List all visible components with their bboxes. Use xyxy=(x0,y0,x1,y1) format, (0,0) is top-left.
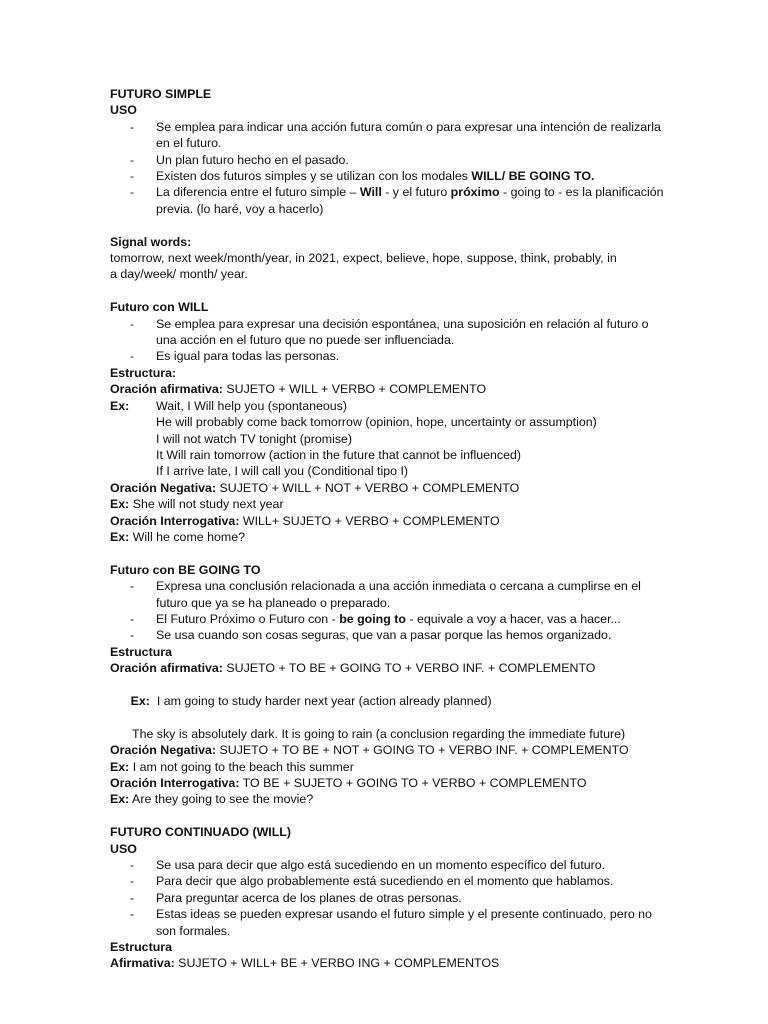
formula-label: Oración Interrogativa: xyxy=(110,776,240,791)
example-text: Will he come home? xyxy=(129,529,245,544)
list-item-text: Es igual para todas las personas. xyxy=(156,349,340,364)
formula-label: Oración Interrogativa: xyxy=(110,513,240,528)
formula-text: SUJETO + WILL+ BE + VERBO ING + COMPLEMENTOS xyxy=(174,956,500,971)
example-text: I am going to study harder next year (action already planned) xyxy=(149,693,492,708)
formula-label: Oración Negativa: xyxy=(110,743,217,758)
affirmative-formula xyxy=(110,381,670,397)
list-item-bold: Will xyxy=(359,185,382,200)
bullet-dash: - xyxy=(130,890,135,905)
list-item xyxy=(110,168,670,184)
example-label: Ex: xyxy=(110,759,130,774)
example-text: Are they going to see the movie? xyxy=(129,792,314,807)
list-item-text: - y el futuro xyxy=(381,185,451,200)
example-label: Ex: xyxy=(130,693,150,708)
list-item-text: Se usa cuando son cosas seguras, que van a pasar porque las hemos organizado. xyxy=(156,628,612,643)
bullet-dash: - xyxy=(130,119,135,134)
bullet-dash: - xyxy=(130,152,135,167)
list-item-text: Existen dos futuros simples y se utilizan con los modales xyxy=(156,169,472,184)
formula-label: Afirmativa: xyxy=(110,956,175,971)
estructura-heading: Estructura: xyxy=(110,365,177,380)
affirmative-example xyxy=(110,677,670,726)
list-item-text: - going to - es la planificación previa. (lo haré, voy a hacerlo) xyxy=(156,185,664,216)
section-title-futuro-continuado: FUTURO CONTINUADO (WILL) xyxy=(110,825,292,840)
signal-words-text: tomorrow, next week/month/year, in 2021, expect, believe, hope, suppose, think, probably, in xyxy=(110,251,617,266)
list-item-text: Se emplea para indicar una acción futura común o para expresar una intención de realizarla en el futuro. xyxy=(156,119,661,151)
example-text: The sky is absolutely dark. It is going to rain (a conclusion regarding the immediate future) xyxy=(132,726,626,741)
document-body xyxy=(110,86,670,972)
interrogative-example xyxy=(110,529,670,545)
example-text: I am not going to the beach this summer xyxy=(129,759,354,774)
formula-label: Oración afirmativa: xyxy=(110,661,223,676)
example-text: She will not study next year xyxy=(129,497,284,512)
list-item-bold: be going to xyxy=(339,611,406,626)
bullet-dash: - xyxy=(130,611,135,626)
list-item-text: Se emplea para expresar una decisión espontánea, una suposición en relación al futuro o una acción en el futuro que no puede ser influenciada. xyxy=(156,316,649,348)
formula-text: SUJETO + WILL + NOT + VERBO + COMPLEMENTO xyxy=(216,480,520,495)
bullet-dash: - xyxy=(130,349,135,364)
list-item-bold: próximo xyxy=(450,185,500,200)
spacer xyxy=(110,217,670,233)
list-item-text: Para decir que algo probablemente está sucediendo en el momento que hablamos. xyxy=(156,874,614,889)
list-item xyxy=(110,627,670,643)
formula-text: SUJETO + TO BE + GOING TO + VERBO INF. + COMPLEMENTO xyxy=(222,661,596,676)
section-title-futuro-will: Futuro con WILL xyxy=(110,300,209,315)
formula-label: Oración Negativa: xyxy=(110,480,217,495)
bullet-dash: - xyxy=(130,185,135,200)
bullet-dash: - xyxy=(130,874,135,889)
estructura-heading: Estructura xyxy=(110,644,172,659)
list-item-text: El Futuro Próximo o Futuro con - xyxy=(156,611,340,626)
signal-words-text: a day/week/ month/ year. xyxy=(110,267,248,282)
affirmative-formula xyxy=(110,955,670,971)
example-text: It Will rain tomorrow (action in the future that cannot be influenced) xyxy=(156,447,522,462)
estructura-heading: Estructura xyxy=(110,940,172,955)
formula-text: TO BE + SUJETO + GOING TO + VERBO + COMPLEMENTO xyxy=(239,776,587,791)
negative-example xyxy=(110,759,670,775)
list-item-text: Para preguntar acerca de los planes de otras personas. xyxy=(156,890,462,905)
subheading-uso: USO xyxy=(110,841,137,856)
bullet-dash: - xyxy=(130,579,135,594)
interrogative-example xyxy=(110,791,670,807)
subheading-uso: USO xyxy=(110,103,137,118)
interrogative-formula xyxy=(110,513,670,529)
list-item-text: Se usa para decir que algo está sucediendo en un momento específico del futuro. xyxy=(156,858,606,873)
formula-text: SUJETO + TO BE + NOT + GOING TO + VERBO INF. + COMPLEMENTO xyxy=(216,743,629,758)
list-item-text: Un plan futuro hecho en el pasado. xyxy=(156,152,349,167)
spacer xyxy=(110,808,670,824)
spacer xyxy=(110,545,670,561)
example-text: I will not watch TV tonight (promise) xyxy=(156,431,353,446)
example-text: He will probably come back tomorrow (opinion, hope, uncertainty or assumption) xyxy=(156,415,597,430)
list-item xyxy=(110,119,670,152)
example-text: If I arrive late, I will call you (Conditional tipo I) xyxy=(156,464,409,479)
section-title-be-going-to: Futuro con BE GOING TO xyxy=(110,562,261,577)
formula-label: Oración afirmativa: xyxy=(110,382,223,397)
list-item xyxy=(110,316,670,349)
example-label: Ex: xyxy=(110,792,130,807)
list-item xyxy=(110,184,670,217)
affirmative-formula xyxy=(110,660,670,676)
bullet-dash: - xyxy=(130,907,135,922)
example-label: Ex: xyxy=(110,497,130,512)
list-item-text: Estas ideas se pueden expresar usando el futuro simple y el presente continuado, pero no son formales. xyxy=(156,907,652,938)
example-label: Ex: xyxy=(110,529,130,544)
list-item xyxy=(110,873,670,889)
bullet-dash: - xyxy=(130,628,135,643)
list-item xyxy=(110,578,670,611)
list-item-bold: WILL/ BE GOING TO. xyxy=(471,169,595,184)
example-label: Ex: xyxy=(110,398,130,413)
list-item xyxy=(110,906,670,939)
list-item-text: - equivale a voy a hacer, vas a hacer... xyxy=(405,611,621,626)
bullet-dash: - xyxy=(130,858,135,873)
list-item xyxy=(110,890,670,906)
formula-text: SUJETO + WILL + VERBO + COMPLEMENTO xyxy=(222,382,487,397)
list-item xyxy=(110,152,670,168)
list-item xyxy=(110,611,670,627)
negative-formula xyxy=(110,480,670,496)
negative-example xyxy=(110,496,670,512)
bullet-dash: - xyxy=(130,169,135,184)
example-row xyxy=(110,398,670,414)
list-item xyxy=(110,857,670,873)
formula-text: WILL+ SUJETO + VERBO + COMPLEMENTO xyxy=(239,513,500,528)
example-text: Wait, I Will help you (spontaneous) xyxy=(156,398,347,413)
negative-formula xyxy=(110,742,670,758)
spacer xyxy=(110,283,670,299)
section-title-futuro-simple: FUTURO SIMPLE xyxy=(110,87,212,101)
list-item-text: Expresa una conclusión relacionada a una acción inmediata o cercana a cumplirse en el futuro que ya se ha planeado o preparado. xyxy=(156,579,641,610)
bullet-dash: - xyxy=(130,316,135,331)
list-item xyxy=(110,348,670,364)
list-item-text: La diferencia entre el futuro simple – xyxy=(156,185,360,200)
interrogative-formula xyxy=(110,775,670,791)
signal-words-heading: Signal words: xyxy=(110,234,192,249)
